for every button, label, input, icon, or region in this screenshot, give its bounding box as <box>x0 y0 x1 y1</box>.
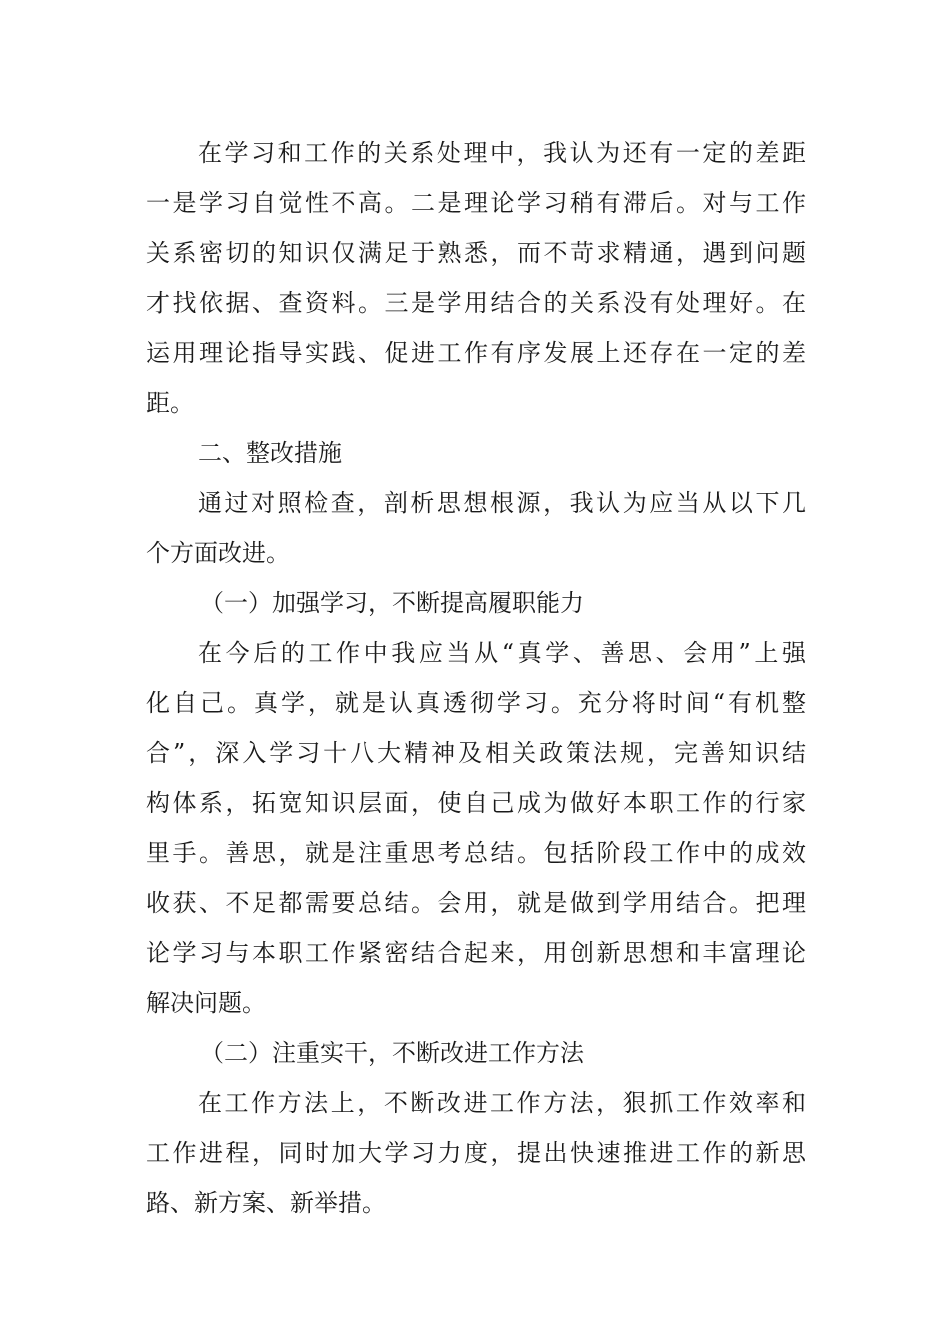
paragraph-line: 一是学习自觉性不高。二是理论学习稍有滞后。对与工作 <box>146 189 806 217</box>
paragraph-line: 工作进程，同时加大学习力度，提出快速推进工作的新思 <box>146 1139 806 1167</box>
subsection-heading: （二）注重实干，不断改进工作方法 <box>200 1039 584 1067</box>
paragraph-line: 里手。善思，就是注重思考总结。包括阶段工作中的成效 <box>146 839 806 867</box>
paragraph-line: 通过对照检查，剖析思想根源，我认为应当从以下几 <box>198 489 806 517</box>
paragraph-line: 在学习和工作的关系处理中，我认为还有一定的差距 <box>198 139 806 167</box>
paragraph-line: 距。 <box>146 389 194 417</box>
paragraph-line: 个方面改进。 <box>146 539 290 567</box>
paragraph-line: 解决问题。 <box>146 989 266 1017</box>
paragraph-line: 关系密切的知识仅满足于熟悉，而不苛求精通，遇到问题 <box>146 239 806 267</box>
paragraph-line: 运用理论指导实践、促进工作有序发展上还存在一定的差 <box>146 339 806 367</box>
paragraph-line: 路、新方案、新举措。 <box>146 1189 386 1217</box>
paragraph-line: 构体系，拓宽知识层面，使自己成为做好本职工作的行家 <box>146 789 806 817</box>
subsection-heading: （一）加强学习，不断提高履职能力 <box>200 589 584 617</box>
section-heading: 二、整改措施 <box>198 439 342 467</box>
paragraph-line: 在工作方法上，不断改进工作方法，狠抓工作效率和 <box>198 1089 806 1117</box>
paragraph-line: 合”，深入学习十八大精神及相关政策法规，完善知识结 <box>146 739 806 767</box>
paragraph-line: 收获、不足都需要总结。会用，就是做到学用结合。把理 <box>146 889 806 917</box>
paragraph-line: 论学习与本职工作紧密结合起来，用创新思想和丰富理论 <box>146 939 806 967</box>
paragraph-line: 化自己。真学，就是认真透彻学习。充分将时间“有机整 <box>146 689 806 717</box>
paragraph-line: 才找依据、查资料。三是学用结合的关系没有处理好。在 <box>146 289 806 317</box>
paragraph-line: 在今后的工作中我应当从“真学、善思、会用”上强 <box>198 639 806 667</box>
